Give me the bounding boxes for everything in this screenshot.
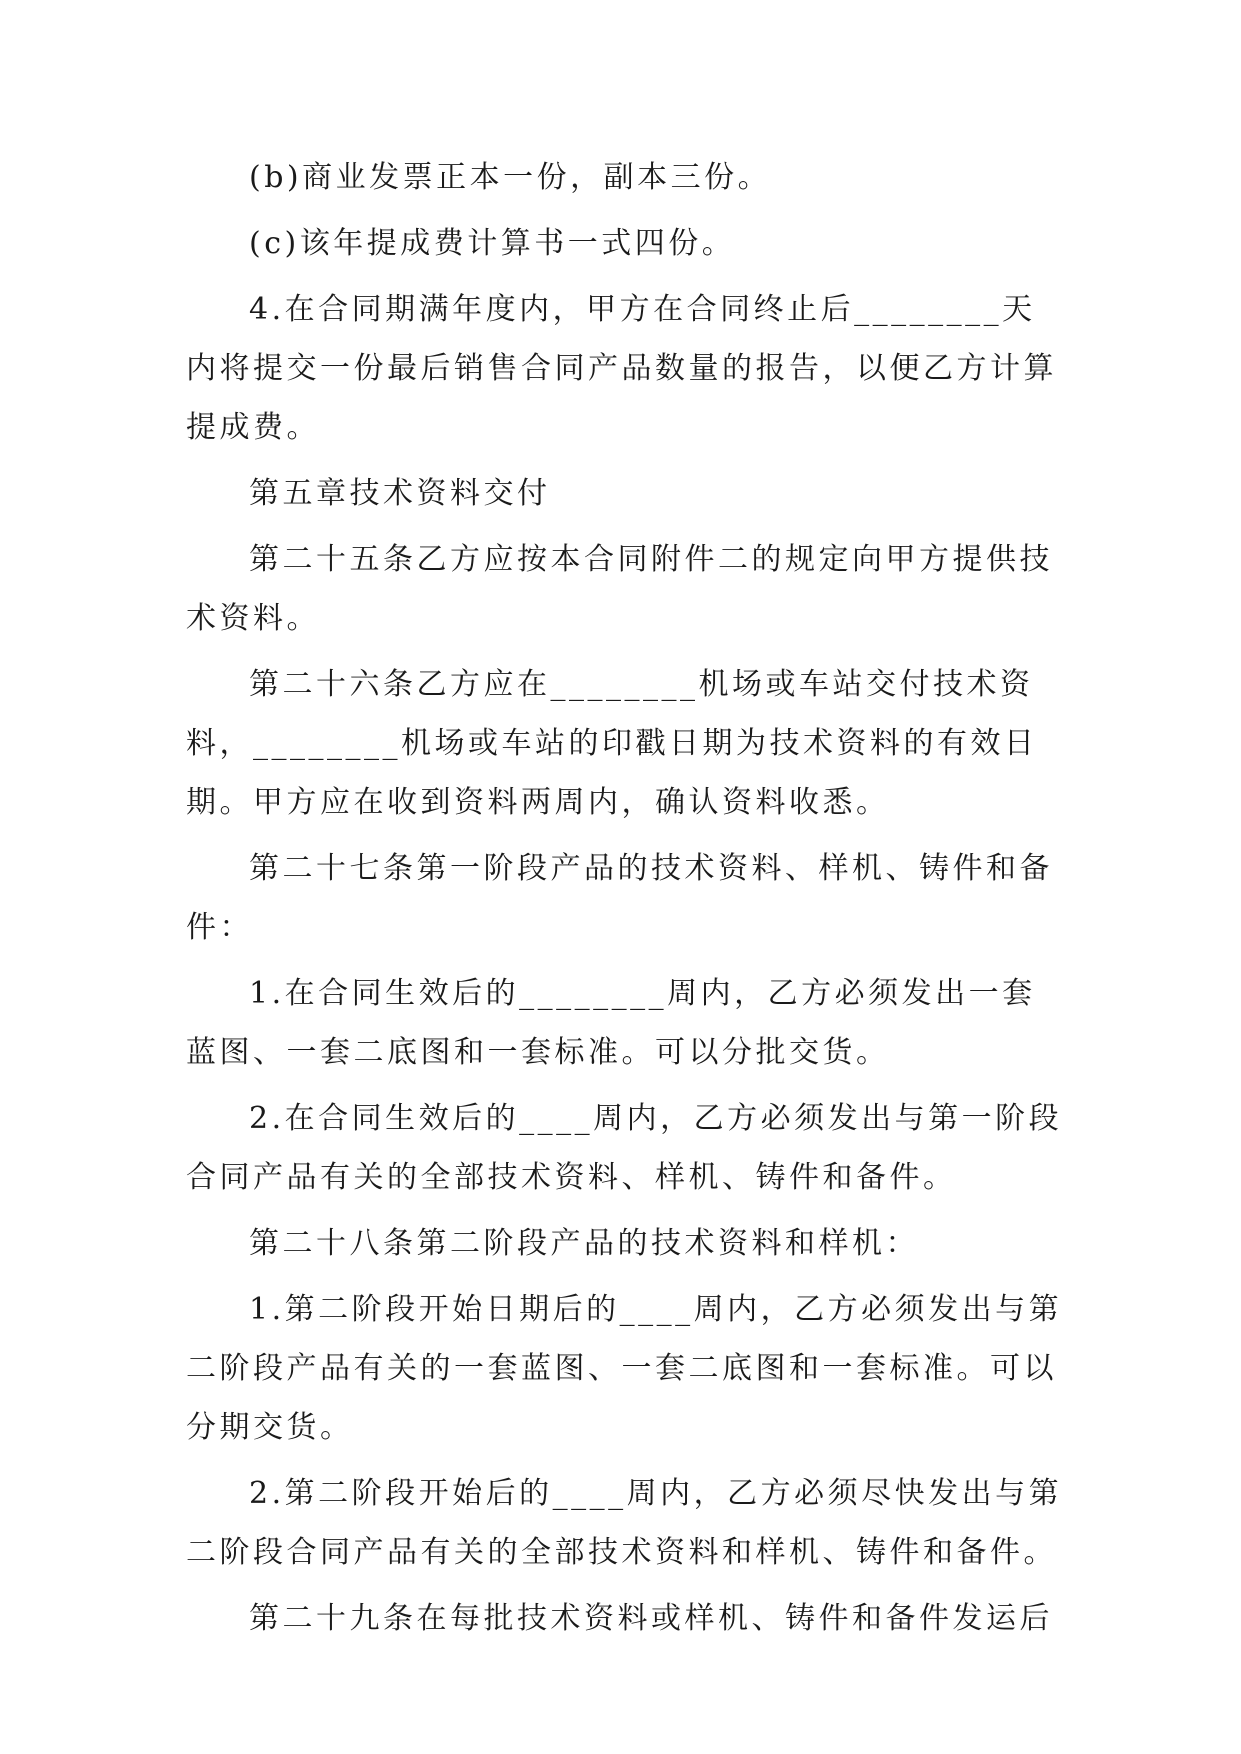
article-27: 第二十七条第一阶段产品的技术资料、样机、铸件和备件：: [186, 851, 1053, 945]
article-28: 第二十八条第二阶段产品的技术资料和样机：: [249, 1226, 919, 1261]
article-26: 第二十六条乙方应在________机场或车站交付技术资料，________机场或车站的印戳日期为技术资料的有效日期。甲方应在收到资料两周内，确认资料收悉。: [186, 667, 1038, 820]
paragraph-final-report: 4.在合同期满年度内，甲方在合同终止后________天内将提交一份最后销售合同产品数量的报告，以便乙方计算提成费。: [186, 292, 1057, 445]
chapter-heading: 第五章技术资料交付: [249, 476, 551, 511]
article-28-item-2: 2.第二阶段开始后的____周内，乙方必须尽快发出与第二阶段合同产品有关的全部技术资料和样机、铸件和备件。: [186, 1476, 1063, 1570]
paragraph-commission-statement: (c)该年提成费计算书一式四份。: [249, 226, 736, 261]
paragraph-invoice: (b)商业发票正本一份，副本三份。: [249, 160, 772, 195]
article-27-item-2: 2.在合同生效后的____周内，乙方必须发出与第一阶段合同产品有关的全部技术资料、样机、铸件和备件。: [186, 1101, 1063, 1195]
article-25: 第二十五条乙方应按本合同附件二的规定向甲方提供技术资料。: [186, 542, 1053, 636]
article-28-item-1: 1.第二阶段开始日期后的____周内，乙方必须发出与第二阶段产品有关的一套蓝图、一套二底图和一套标准。可以分期交货。: [186, 1292, 1063, 1445]
article-29: 第二十九条在每批技术资料或样机、铸件和备件发运后: [249, 1601, 1053, 1636]
document-body: [186, 148, 1066, 1655]
article-27-item-1: 1.在合同生效后的________周内，乙方必须发出一套蓝图、一套二底图和一套标准。可以分批交货。: [186, 976, 1036, 1070]
